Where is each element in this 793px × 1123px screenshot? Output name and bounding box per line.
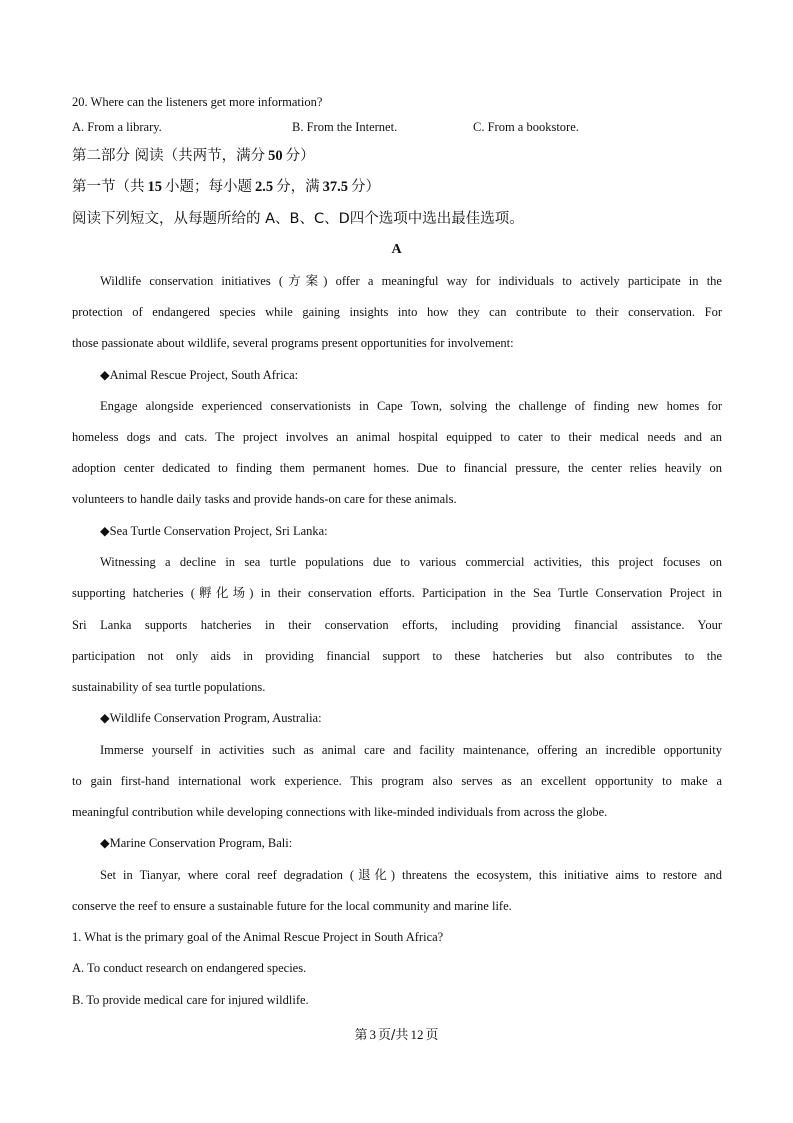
section1-heading-count: 15	[147, 179, 162, 195]
passage-label: A	[391, 242, 402, 257]
section1-heading-part: 第一节（共	[72, 179, 145, 195]
program-line: adoption center dedicated to finding them permanent homes. Due to financial pressure, the center relies heavily on	[72, 461, 722, 475]
program-line: Set in Tianyar, where coral reef degradation (退化) threatens the ecosystem, this initiative aims to restore and	[100, 868, 722, 882]
program-line: sustainability of sea turtle populations.	[72, 680, 266, 694]
program-line: conserve the reef to ensure a sustainable future for the local community and marine life.	[72, 899, 512, 913]
footer-text: 页	[425, 1028, 439, 1043]
intro-line: Wildlife conservation initiatives (方案) offer a meaningful way for individuals to actively participate in the	[100, 274, 722, 288]
question-1-stem: 1. What is the primary goal of the Animal Rescue Project in South Africa?	[72, 930, 444, 944]
program-line: Witnessing a decline in sea turtle populations due to various commercial activities, this project focuses on	[100, 555, 722, 569]
part2-heading-pre: 第二部分 阅读（共两节，满分	[72, 148, 266, 164]
question-20-stem: 20. Where can the listeners get more information?	[72, 95, 323, 109]
program-line: supporting hatcheries (孵化场) in their conservation efforts. Participation in the Sea Turtle Conservation Project in	[72, 586, 722, 600]
question-1-option-a: A. To conduct research on endangered species.	[72, 961, 307, 975]
question-20-option-c: C. From a bookstore.	[473, 120, 579, 134]
program-line: volunteers to handle daily tasks and provide hands-on care for these animals.	[72, 492, 457, 506]
program-title: ◆Sea Turtle Conservation Project, Sri Lanka:	[100, 524, 328, 538]
program-line: participation not only aids in providing financial support to these hatcheries but also contributes to the	[72, 649, 722, 663]
program-line: meaningful contribution while developing connections with like-minded individuals from across the globe.	[72, 805, 608, 819]
reading-instruction: 阅读下列短文，从每题所给的 A、B、C、D四个选项中选出最佳选项。	[72, 211, 524, 227]
section1-heading-each: 2.5	[255, 179, 274, 195]
program-line: Engage alongside experienced conservationists in Cape Town, solving the challenge of finding new homes for	[100, 399, 722, 413]
footer-text: 第	[354, 1028, 368, 1043]
page-footer	[0, 1027, 793, 1044]
intro-line: those passionate about wildlife, several programs present opportunities for involvement:	[72, 336, 514, 350]
footer-total-pages: 12	[410, 1027, 424, 1042]
program-line: Immerse yourself in activities such as animal care and facility maintenance, offering an incredible opportunity	[100, 743, 722, 757]
program-title: ◆Marine Conservation Program, Bali:	[100, 836, 293, 850]
section1-heading-total: 37.5	[322, 179, 348, 195]
footer-text: 页/共	[378, 1028, 409, 1043]
program-line: Sri Lanka supports hatcheries in their conservation efforts, including providing financial assistance. Your	[72, 618, 722, 632]
question-20-option-a: A. From a library.	[72, 120, 162, 134]
program-title: ◆Animal Rescue Project, South Africa:	[100, 368, 299, 382]
program-line: to gain first-hand international work experience. This program also serves as an excellent opportunity to make a	[72, 774, 722, 788]
intro-line: protection of endangered species while gaining insights into how they can contribute to their conservation. For	[72, 305, 722, 319]
section1-heading-part: 分，满	[276, 179, 320, 195]
part2-heading-post: 分）	[285, 148, 315, 164]
question-1-option-b: B. To provide medical care for injured wildlife.	[72, 993, 309, 1007]
program-line: homeless dogs and cats. The project involves an animal hospital equipped to cater to their medical needs and an	[72, 430, 722, 444]
section1-heading-part: 分）	[351, 179, 380, 195]
footer-page-number: 3	[369, 1027, 377, 1042]
program-title: ◆Wildlife Conservation Program, Australia:	[100, 711, 322, 725]
section1-heading	[72, 177, 380, 197]
part2-heading-score: 50	[268, 148, 283, 164]
section1-heading-part: 小题；每小题	[165, 179, 252, 195]
question-20-option-b: B. From the Internet.	[292, 120, 398, 134]
part2-heading	[72, 146, 315, 166]
